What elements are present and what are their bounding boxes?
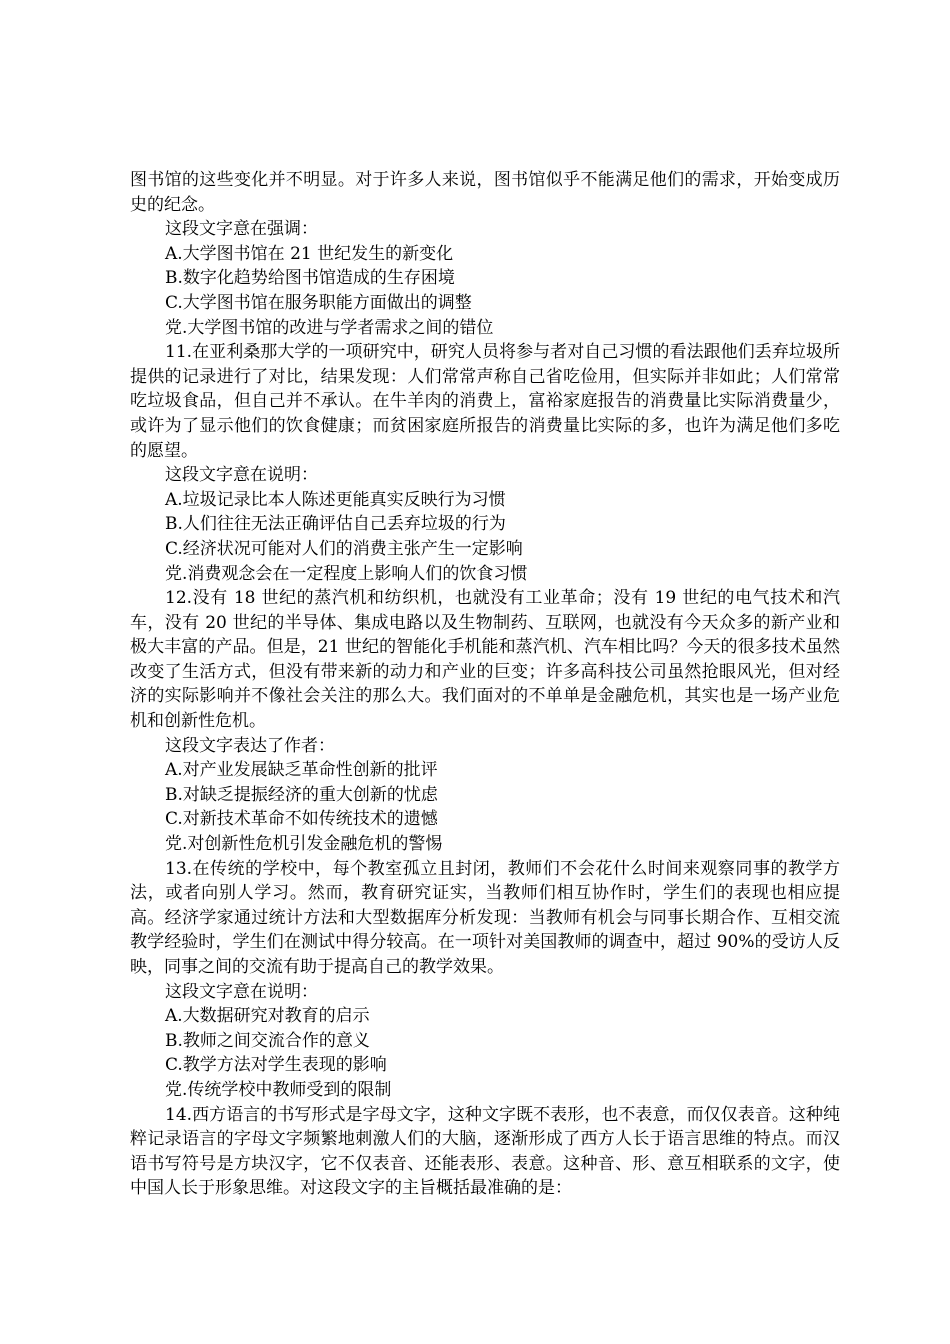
q11-option-b: B.人们往往无法正确评估自己丢弃垃圾的行为	[165, 514, 506, 535]
q12-option-b: B.对缺乏提振经济的重大创新的忧虑	[165, 784, 438, 805]
q11-option-d: 党.消费观念会在一定程度上影响人们的饮食习惯	[165, 563, 528, 584]
q13-option-c: C.教学方法对学生表现的影响	[165, 1055, 387, 1076]
q12-question: 这段文字表达了作者：	[165, 735, 335, 756]
q12-option-d: 党.对创新性危机引发金融危机的警惕	[165, 834, 443, 855]
q13-stem: 13.在传统的学校中，每个教室孤立且封闭，教师们不会花什么时间来观察同事的教学方法，或者向别人学习。然而，教育研究证实，当教师们相互协作时，学生们的表现也相应提高。经济学家通过统计方法和大型数据库分析发现：当教师有机会与同事长期合作、互相交流教学经验时，学生们在测试中得分较高。在一项针对美国教师的调查中，超过 90%的受访人反映，同事之间的交流有助于提高自己的教学效果。	[130, 858, 840, 977]
q12-option-c: C.对新技术革命不如传统技术的遗憾	[165, 809, 438, 830]
q13-question: 这段文字意在说明：	[165, 981, 318, 1002]
q14-stem: 14.西方语言的书写形式是字母文字，这种文字既不表形，也不表意，而仅仅表音。这种纯粹记录语言的字母文字频繁地刺激人们的大脑，逐渐形成了西方人长于语言思维的特点。而汉语书写符号是方块汉字，它不仅表音、还能表形、表意。这种音、形、意互相联系的文字，使中国人长于形象思维。对这段文字的主旨概括最准确的是：	[130, 1104, 840, 1199]
intro-question: 这段文字意在强调：	[165, 219, 318, 240]
q13-option-d: 党.传统学校中教师受到的限制	[165, 1079, 392, 1100]
q13-option-a: A.大数据研究对教育的启示	[165, 1006, 370, 1027]
q11-question: 这段文字意在说明：	[165, 465, 318, 486]
intro-option-c: C.大学图书馆在服务职能方面做出的调整	[165, 292, 472, 313]
intro-option-a: A.大学图书馆在 21 世纪发生的新变化	[165, 243, 454, 264]
q11-option-a: A.垃圾记录比本人陈述更能真实反映行为习惯	[165, 489, 506, 510]
q12-stem: 12.没有 18 世纪的蒸汽机和纺织机，也就没有工业革命；没有 19 世纪的电气技术和汽车，没有 20 世纪的半导体、集成电路以及生物制药、互联网，也就没有今天众多的新产业和极大丰富的产品。但是，21 世纪的智能化手机能和蒸汽机、汽车相比吗？今天的很多技术虽然改变了生活方式，但没有带来新的动力和产业的巨变；许多高科技公司虽然抢眼风光，但对经济的实际影响并不像社会关注的那么大。我们面对的不单单是金融危机，其实也是一场产业危机和创新性危机。	[130, 588, 840, 732]
intro-continuation: 图书馆的这些变化并不明显。对于许多人来说，图书馆似乎不能满足他们的需求，开始变成历史的纪念。	[130, 170, 840, 215]
q11-stem: 11.在亚利桑那大学的一项研究中，研究人员将参与者对自己习惯的看法跟他们丢弃垃圾所提供的记录进行了对比，结果发现：人们常常声称自己省吃俭用，但实际并非如此；人们常常吃垃圾食品，但自己并不承认。在牛羊肉的消费上，富裕家庭报告的消费量比实际消费量少，或许为了显示他们的饮食健康；而贫困家庭所报告的消费量比实际的多，也许为满足他们多吃的愿望。	[130, 342, 840, 461]
q11-option-c: C.经济状况可能对人们的消费主张产生一定影响	[165, 538, 523, 559]
document-page	[130, 168, 840, 1201]
intro-option-d: 党.大学图书馆的改进与学者需求之间的错位	[165, 317, 494, 338]
q12-option-a: A.对产业发展缺乏革命性创新的批评	[165, 760, 438, 781]
intro-option-b: B.数字化趋势给图书馆造成的生存困境	[165, 268, 455, 289]
q13-option-b: B.教师之间交流合作的意义	[165, 1030, 370, 1051]
